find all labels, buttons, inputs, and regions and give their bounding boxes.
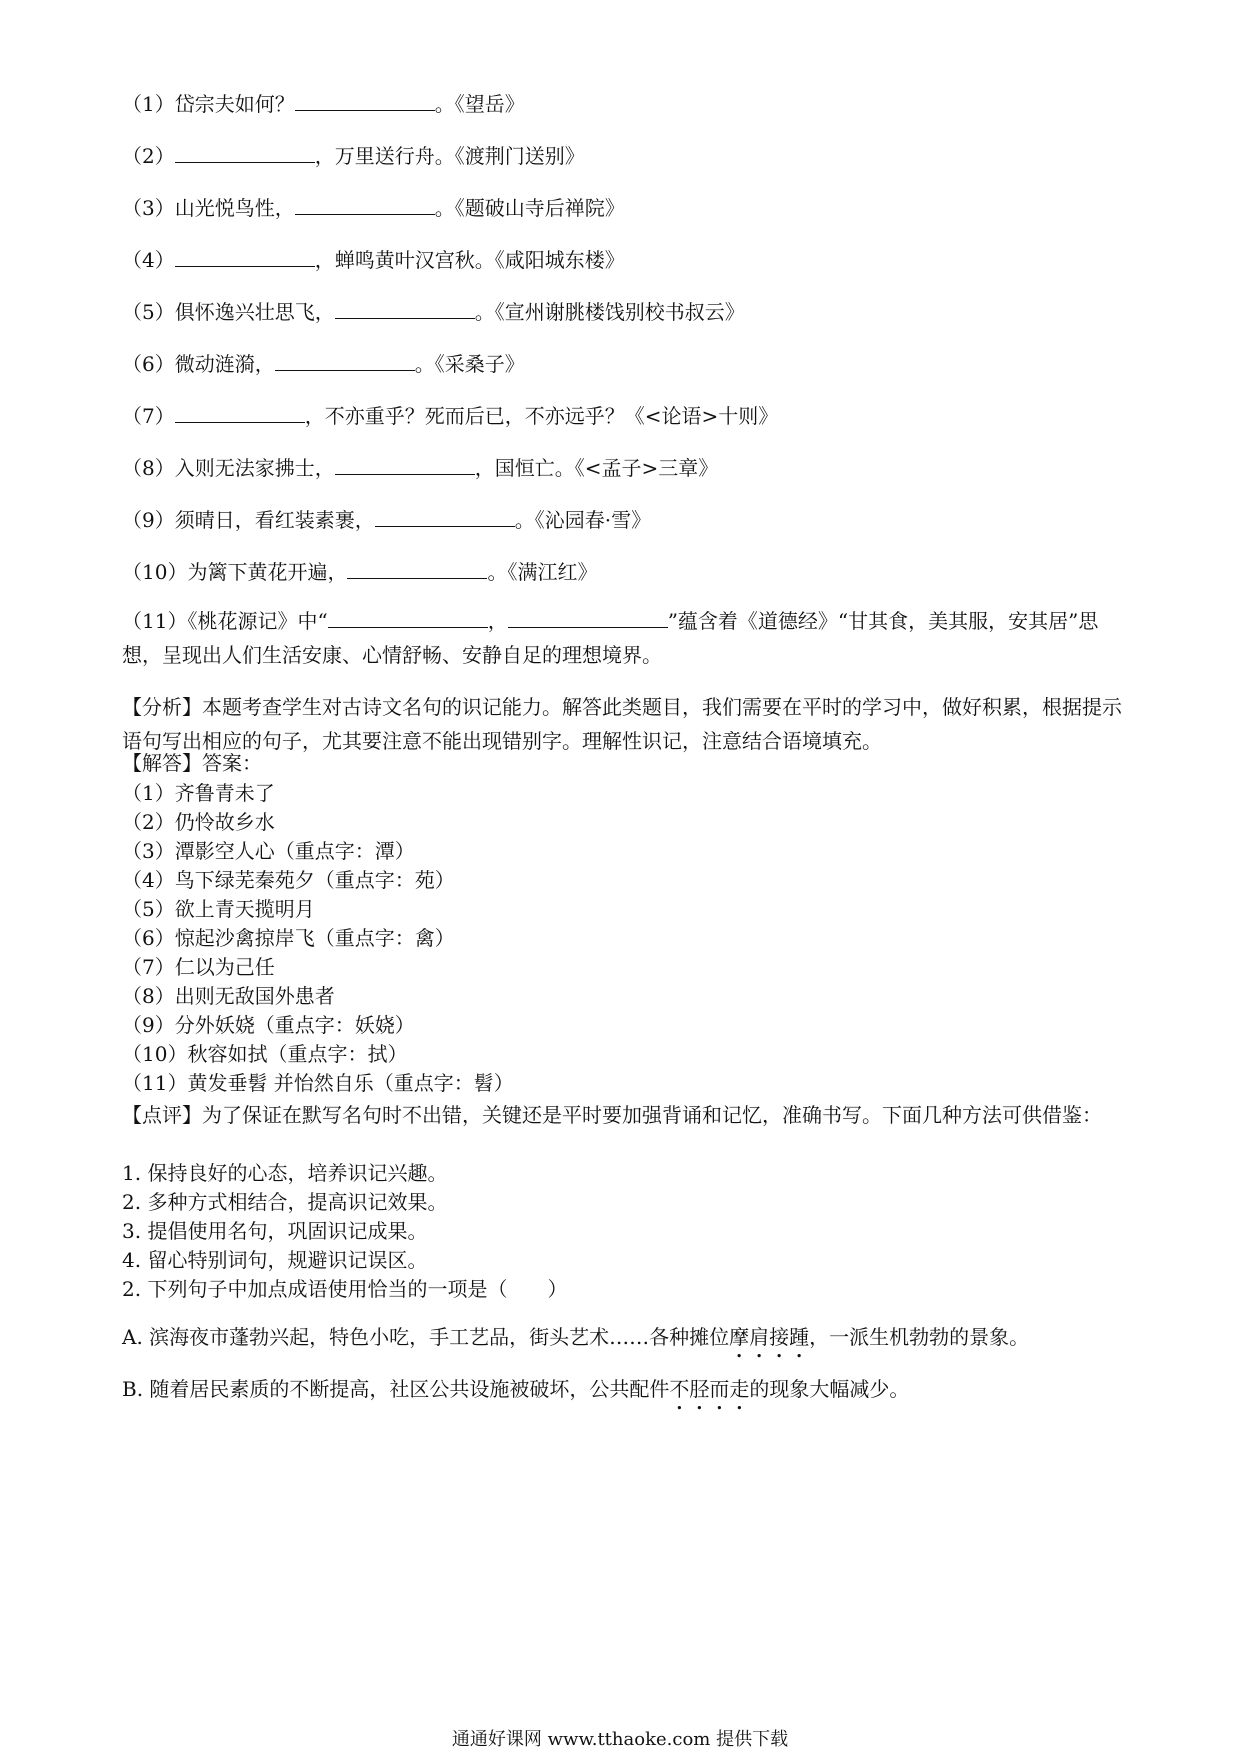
question-suffix: 。《采桑子》 xyxy=(414,352,525,376)
question-row xyxy=(122,402,778,429)
question-row xyxy=(122,558,597,585)
option-a-suffix: ，一派生机勃勃的景象。 xyxy=(809,1325,1030,1349)
comment-paragraph: 【点评】为了保证在默写名句时不出错，关键还是平时要加强背诵和记忆，准确书写。下面几种方法可供借鉴： xyxy=(122,1103,1102,1127)
answer-item: （8）出则无敌国外患者 xyxy=(122,984,335,1008)
question-suffix: ，蝉鸣黄叶汉宫秋。《咸阳城东楼》 xyxy=(314,248,625,272)
tip-item: 2. 多种方式相结合，提高识记效果。 xyxy=(122,1190,448,1214)
question-prefix: （4） xyxy=(122,248,175,272)
question-row xyxy=(122,454,718,481)
answer-blank[interactable] xyxy=(347,558,487,579)
dotted-character: 摩 xyxy=(729,1325,750,1349)
answer-blank[interactable] xyxy=(335,454,475,475)
option-b[interactable] xyxy=(122,1376,909,1402)
answer-blank[interactable] xyxy=(328,607,488,628)
answer-heading: 【解答】答案： xyxy=(122,751,262,775)
dotted-character: 而 xyxy=(709,1377,730,1401)
answer-item: （10）秋容如拭（重点字：拭） xyxy=(122,1042,408,1066)
answer-item: （5）欲上青天揽明月 xyxy=(122,897,315,921)
tip-item: 1. 保持良好的心态，培养识记兴趣。 xyxy=(122,1161,448,1185)
tip-item: 4. 留心特别词句，规避识记误区。 xyxy=(122,1248,428,1272)
answer-item: （11）黄发垂髫 并怡然自乐（重点字：髫） xyxy=(122,1071,514,1095)
question-suffix: ，国恒亡。《<孟子>三章》 xyxy=(474,456,719,480)
question-11 xyxy=(122,604,1130,672)
question-11-separator: ， xyxy=(487,609,508,633)
question-prefix: （9）须晴日，看红装素裹， xyxy=(122,508,375,532)
answer-blank[interactable] xyxy=(508,607,668,628)
question-suffix: ，不亦重乎？死而后已，不亦远乎？《<论语>十则》 xyxy=(304,404,779,428)
option-b-idiom xyxy=(669,1377,749,1401)
question-row xyxy=(122,194,625,221)
dotted-character: 不 xyxy=(669,1377,690,1401)
option-a-prefix: A. 滨海夜市蓬勃兴起，特色小吃，手工艺品，街头艺术……各种摊位 xyxy=(122,1325,730,1349)
question-2-stem: 2. 下列句子中加点成语使用恰当的一项是（ ） xyxy=(122,1277,568,1301)
question-prefix: （7） xyxy=(122,404,175,428)
option-b-prefix: B. 随着居民素质的不断提高，社区公共设施被破坏，公共配件 xyxy=(122,1377,670,1401)
dotted-character: 胫 xyxy=(689,1377,710,1401)
option-a[interactable] xyxy=(122,1324,1029,1350)
question-prefix: （8）入则无法家拂士， xyxy=(122,456,335,480)
question-prefix: （3）山光悦鸟性， xyxy=(122,196,295,220)
option-a-idiom xyxy=(729,1325,809,1349)
answer-blank[interactable] xyxy=(295,90,435,111)
question-row xyxy=(122,142,585,169)
question-row xyxy=(122,298,745,325)
question-prefix: （10）为篱下黄花开遍， xyxy=(122,560,348,584)
answer-blank[interactable] xyxy=(275,350,415,371)
question-suffix: 。《题破山寺后禅院》 xyxy=(434,196,625,220)
dotted-character: 踵 xyxy=(789,1325,810,1349)
option-b-suffix: 的现象大幅减少。 xyxy=(749,1377,910,1401)
analysis-paragraph: 【分析】本题考查学生对古诗文名句的识记能力。解答此类题目，我们需要在平时的学习中，做好积累，根据提示语句写出相应的句子，尤其要注意不能出现错别字。理解性识记，注意结合语境填充。 xyxy=(122,695,1122,753)
answer-item: （2）仍怜故乡水 xyxy=(122,810,275,834)
question-row xyxy=(122,506,651,533)
answer-item: （6）惊起沙禽掠岸飞（重点字：禽） xyxy=(122,926,455,950)
question-row xyxy=(122,90,525,117)
question-11-prefix: （11）《桃花源记》中“ xyxy=(122,609,328,633)
answer-item: （1）齐鲁青未了 xyxy=(122,781,275,805)
answer-blank[interactable] xyxy=(175,142,315,163)
question-suffix: ，万里送行舟。《渡荆门送别》 xyxy=(314,144,585,168)
tip-item: 3. 提倡使用名句，巩固识记成果。 xyxy=(122,1219,428,1243)
dotted-character: 肩 xyxy=(749,1325,770,1349)
question-prefix: （5）俱怀逸兴壮思飞， xyxy=(122,300,335,324)
question-prefix: （6）微动涟漪， xyxy=(122,352,275,376)
answer-blank[interactable] xyxy=(295,194,435,215)
answer-blank[interactable] xyxy=(335,298,475,319)
answer-item: （9）分外妖娆（重点字：妖娆） xyxy=(122,1013,415,1037)
answer-item: （7）仁以为己任 xyxy=(122,955,275,979)
dotted-character: 走 xyxy=(729,1377,750,1401)
question-suffix: 。《满江红》 xyxy=(487,560,598,584)
question-prefix: （2） xyxy=(122,144,175,168)
answer-item: （3）潭影空人心（重点字：潭） xyxy=(122,839,415,863)
question-suffix: 。《望岳》 xyxy=(434,92,525,116)
answer-blank[interactable] xyxy=(175,246,315,267)
page-footer: 通通好课网 www.tthaoke.com 提供下载 xyxy=(451,1729,789,1750)
dotted-character: 接 xyxy=(769,1325,790,1349)
answer-item: （4）鸟下绿芜秦苑夕（重点字：苑） xyxy=(122,868,455,892)
question-row xyxy=(122,246,625,273)
question-suffix: 。《沁园春·雪》 xyxy=(514,508,652,532)
answer-blank[interactable] xyxy=(375,506,515,527)
question-suffix: 。《宣州谢朓楼饯别校书叔云》 xyxy=(474,300,745,324)
question-prefix: （1）岱宗夫如何？ xyxy=(122,92,295,116)
answer-blank[interactable] xyxy=(175,402,305,423)
question-row xyxy=(122,350,525,377)
question-11-suffix: ”蕴含着《道德经》“甘其食，美其服，安其居”思想，呈现出人们生活安康、心情舒畅、安静自足的理想境界。 xyxy=(122,609,1099,667)
